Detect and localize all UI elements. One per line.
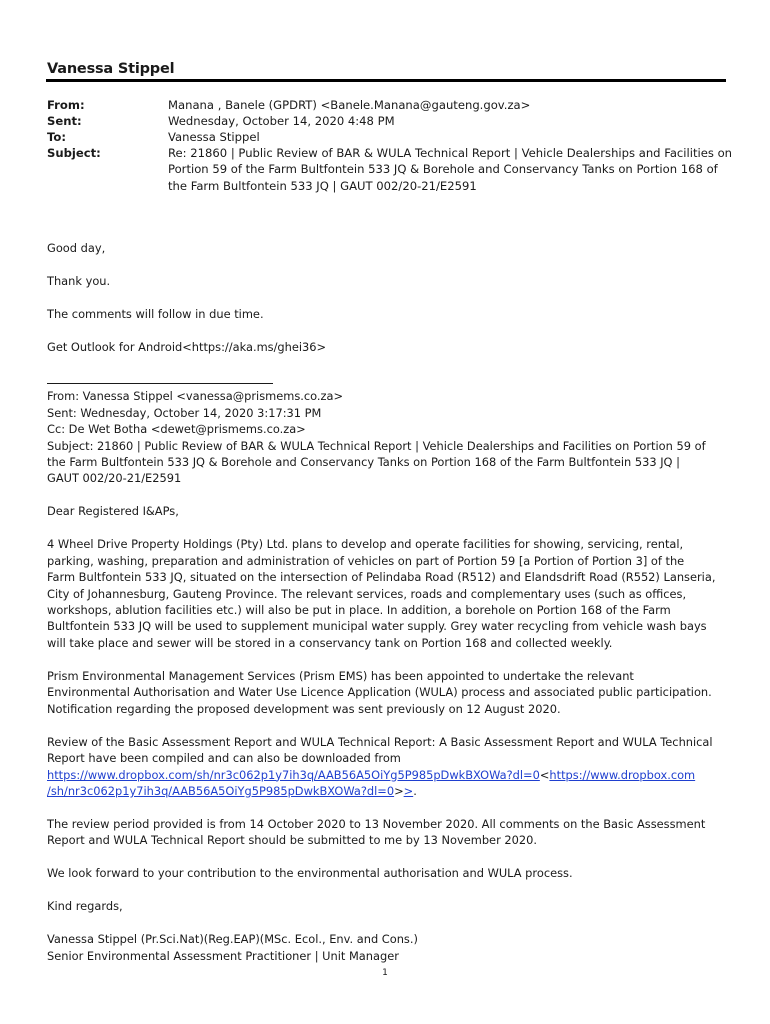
paragraph-line: City of Johannesburg, Gauteng Province. The relevant services, roads and complementary uses (such as offices, (47, 586, 687, 601)
dropbox-link[interactable]: https://www.dropbox.com/sh/nr3c062p1y7ih3q/AAB56A5OiYg5P985pDwkBXOWa?dl=0 (47, 767, 540, 782)
email-body (47, 240, 737, 964)
link-separator: < (539, 767, 550, 782)
review-period-paragraph (47, 816, 737, 849)
paragraph-line: Review of the Basic Assessment Report and WULA Technical Report: A Basic Assessment Report and WULA Technical (47, 734, 713, 749)
project-paragraph (47, 536, 737, 651)
fwd-sent: Sent: Wednesday, October 14, 2020 3:17:31 PM (47, 405, 322, 420)
prism-paragraph (47, 668, 737, 717)
dropbox-link-alt[interactable]: https://www.dropbox.com (549, 767, 696, 782)
from-label: From: (47, 98, 85, 112)
paragraph-line: Environmental Authorisation and Water Use Licence Application (WULA) process and associated public participation. (47, 685, 712, 700)
subject-line: Portion 59 of the Farm Bultfontein 533 JQ & Borehole and Conservancy Tanks on Portion 168 of (168, 162, 718, 177)
fwd-subject-line: GAUT 002/20-21/E2591 (47, 471, 182, 486)
to-value: Vanessa Stippel (168, 130, 260, 144)
from-value: Manana , Banele (GPDRT) <Banele.Manana@gauteng.gov.za> (168, 98, 531, 112)
link-close-underlined[interactable]: > (403, 783, 414, 798)
subject-line: Re: 21860 | Public Review of BAR & WULA Technical Report | Vehicle Dealerships and Facilities on (168, 146, 733, 160)
thanks-text: Thank you. (47, 274, 111, 288)
sent-value: Wednesday, October 14, 2020 4:48 PM (168, 114, 395, 128)
subject-value (168, 145, 733, 194)
link-period: . (413, 783, 417, 798)
sent-label: Sent: (47, 114, 82, 128)
forward-divider (47, 373, 273, 384)
closing: Kind regards, (47, 899, 123, 914)
paragraph-line: will take place and sewer will be stored in a conservancy tank on Portion 168 and collected weekly. (47, 635, 613, 650)
salutation: Dear Registered I&APs, (47, 504, 179, 519)
paragraph-line: Prism Environmental Management Services (Prism EMS) has been appointed to undertake the relevant (47, 668, 634, 683)
contribution-text: We look forward to your contribution to the environmental authorisation and WULA process. (47, 866, 573, 881)
to-label: To: (47, 130, 66, 144)
fwd-subject-line: Subject: 21860 | Public Review of BAR & WULA Technical Report | Vehicle Dealerships and Facilities on Portion 59 of (47, 438, 706, 453)
paragraph-line: 4 Wheel Drive Property Holdings (Pty) Ltd. plans to develop and operate facilities for showing, servicing, rental, (47, 537, 684, 552)
paragraph-line: Bultfontein 533 JQ will be used to supplement municipal water supply. Grey water recycling from vehicle wash bays (47, 619, 707, 634)
paragraph-line: workshops, ablution facilities etc.) will also be put in place. In addition, a borehole on Portion 168 of the Farm (47, 603, 671, 618)
greeting: Good day, (47, 241, 106, 255)
review-paragraph (47, 734, 737, 800)
fwd-subject (47, 438, 737, 487)
outlook-signature: Get Outlook for Android<https://aka.ms/ghei36> (47, 340, 327, 354)
page-number: 1 (382, 968, 388, 978)
signature-title: Senior Environmental Assessment Practitioner | Unit Manager (47, 948, 399, 963)
fwd-from: From: Vanessa Stippel <vanessa@prismems.co.za> (47, 389, 344, 404)
paragraph-line: Farm Bultfontein 533 JQ, situated on the intersection of Pelindaba Road (R512) and Elandsdrift Road (R552) Lanseria, (47, 570, 716, 585)
sender-title: Vanessa Stippel (47, 61, 175, 77)
header-rule (46, 79, 726, 82)
subject-line: the Farm Bultfontein 533 JQ | GAUT 002/20-21/E2591 (168, 178, 477, 193)
paragraph-line: parking, washing, preparation and administration of vehicles on part of Portion 59 [a Portion of Portion 3] of the (47, 553, 685, 568)
paragraph-line: Report and WULA Technical Report should be submitted to me by 13 November 2020. (47, 833, 537, 848)
paragraph-line: Notification regarding the proposed development was sent previously on 12 August 2020. (47, 701, 561, 716)
link-close: > (394, 783, 404, 798)
fwd-subject-line: the Farm Bultfontein 533 JQ & Borehole and Conservancy Tanks on Portion 168 of the Farm Bultfontein 533 JQ | (47, 455, 680, 470)
subject-label: Subject: (47, 146, 101, 160)
dropbox-link-alt-cont[interactable]: /sh/nr3c062p1y7ih3q/AAB56A5OiYg5P985pDwkBXOWa?dl=0 (47, 783, 395, 798)
paragraph-line: The review period provided is from 14 October 2020 to 13 November 2020. All comments on the Basic Assessment (47, 816, 706, 831)
comments-text: The comments will follow in due time. (47, 307, 264, 321)
signature-name: Vanessa Stippel (Pr.Sci.Nat)(Reg.EAP)(MSc. Ecol., Env. and Cons.) (47, 932, 418, 947)
paragraph-line: Report have been compiled and can also be downloaded from (47, 751, 401, 766)
fwd-cc: Cc: De Wet Botha <dewet@prismems.co.za> (47, 422, 306, 437)
